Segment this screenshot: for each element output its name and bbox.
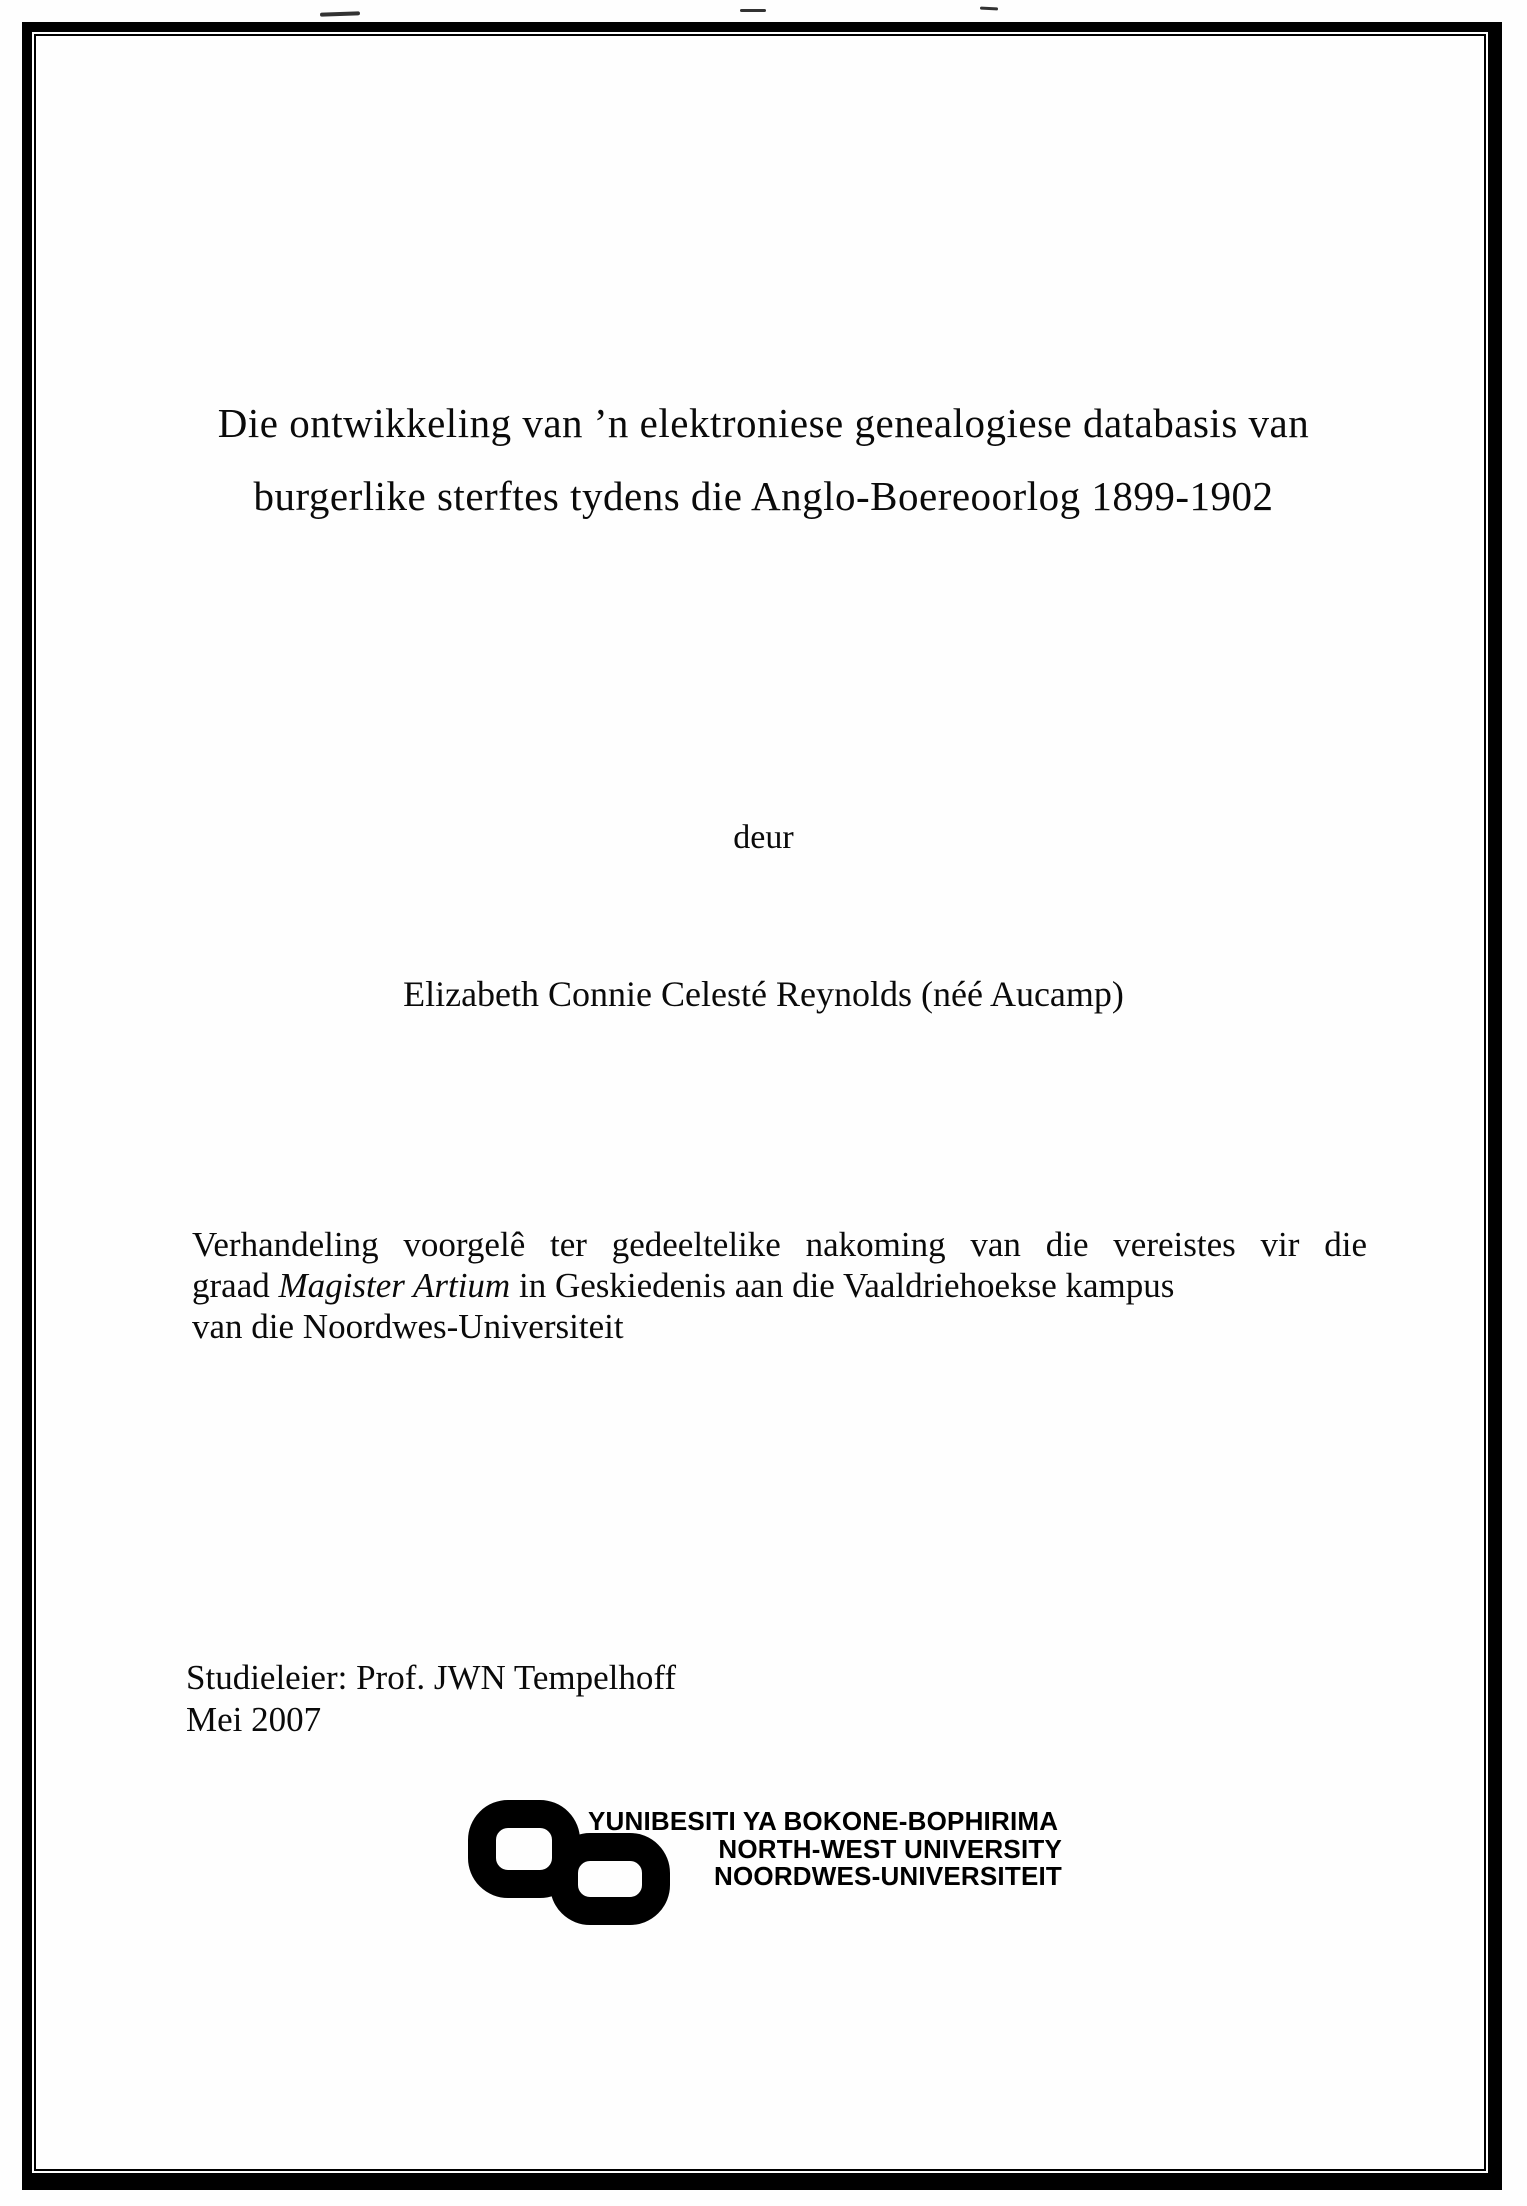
date-line: Mei 2007	[186, 1700, 322, 1739]
scan-noise	[320, 11, 360, 16]
logo-line-afrikaans: NOORDWES-UNIVERSITEIT	[714, 1861, 1062, 1891]
declaration-line-3: van die Noordwes-Universiteit	[192, 1307, 624, 1346]
declaration-line-2-pre: graad	[192, 1266, 279, 1305]
thesis-title-line-1: Die ontwikkeling van ’n elektroniese genealogiese databasis van	[217, 400, 1310, 446]
declaration-line-2	[192, 1265, 1367, 1306]
logo-line-setswana: YUNIBESITI YA BOKONE-BOPHIRIMA	[588, 1806, 1059, 1836]
university-logo	[468, 1800, 1068, 1940]
author-name: Elizabeth Connie Celesté Reynolds (néé Aucamp)	[403, 974, 1124, 1014]
declaration-line-1: Verhandeling voorgelê ter gedeeltelike nakoming van die vereistes vir die	[192, 1225, 1367, 1264]
university-logo-text	[588, 1808, 1062, 1891]
degree-name: Magister Artium	[278, 1266, 511, 1305]
declaration-line-2-post: in Geskiedenis aan die Vaaldriehoekse kampus	[510, 1266, 1175, 1305]
degree-declaration	[192, 1224, 1367, 1347]
scan-noise	[740, 9, 766, 12]
thesis-title-line-2: burgerlike sterftes tydens die Anglo-Boereoorlog 1899-1902	[253, 473, 1274, 519]
thesis-title	[120, 387, 1407, 533]
logo-line-english: NORTH-WEST UNIVERSITY	[718, 1833, 1062, 1864]
supervisor-block	[186, 1657, 676, 1741]
scan-noise	[980, 7, 998, 11]
supervisor-line: Studieleier: Prof. JWN Tempelhoff	[186, 1658, 677, 1697]
byline-label: deur	[733, 819, 794, 856]
